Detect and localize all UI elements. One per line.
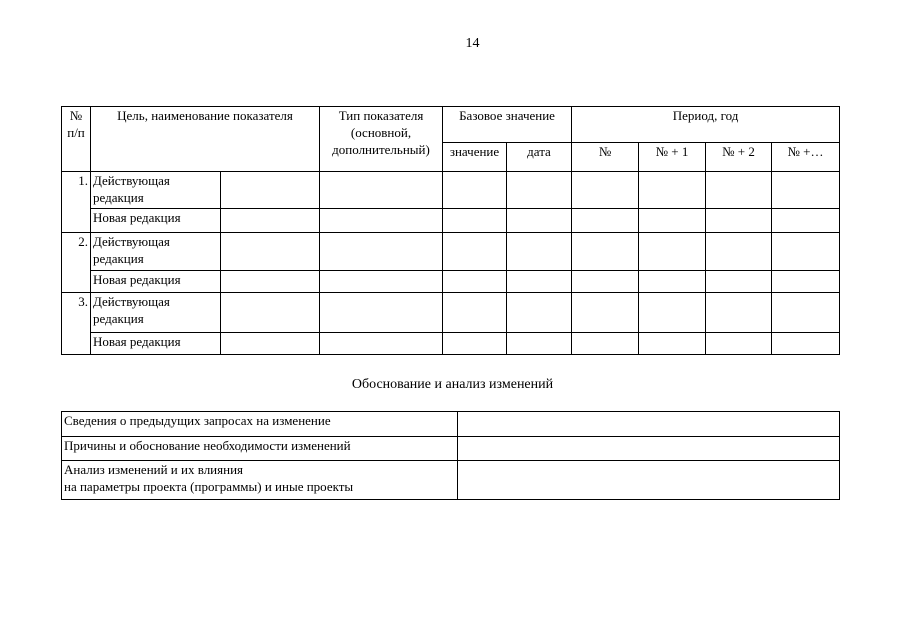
- row-number: 2.: [62, 233, 91, 293]
- header-year-nmore: № +…: [772, 143, 840, 171]
- cell-goal-name: [221, 270, 320, 292]
- cell-year-n2: [706, 293, 772, 332]
- cell-base-value: [443, 209, 507, 233]
- cell-year-n2: [706, 233, 772, 270]
- cell-year-nmore: [772, 171, 840, 208]
- cell-year-nmore: [772, 233, 840, 270]
- cell-year-nmore: [772, 293, 840, 332]
- table-row: [62, 209, 840, 233]
- cell-base-value: [443, 233, 507, 270]
- cell-year-nmore: [772, 209, 840, 233]
- table-row: [62, 461, 840, 500]
- cell-year-nmore: [772, 270, 840, 292]
- header-goal: Цель, наименование показателя: [91, 107, 320, 172]
- cell-base-value: [443, 270, 507, 292]
- analysis-value: [458, 412, 840, 437]
- current-version-label: Действующая редакция: [91, 293, 221, 332]
- cell-year-n2: [706, 209, 772, 233]
- cell-type: [320, 270, 443, 292]
- table-row: [62, 270, 840, 292]
- cell-type: [320, 332, 443, 354]
- cell-base-date: [507, 332, 572, 354]
- cell-year-n1: [639, 171, 706, 208]
- cell-type: [320, 209, 443, 233]
- cell-year-n: [572, 293, 639, 332]
- cell-year-n1: [639, 293, 706, 332]
- header-year-n2: № + 2: [706, 143, 772, 171]
- analysis-value: [458, 437, 840, 461]
- cell-type: [320, 171, 443, 208]
- header-base-value: значение: [443, 143, 507, 171]
- cell-year-nmore: [772, 332, 840, 354]
- analysis-label: [62, 461, 458, 500]
- cell-year-n1: [639, 209, 706, 233]
- cell-goal-name: [221, 332, 320, 354]
- cell-base-date: [507, 233, 572, 270]
- table-row: [62, 437, 840, 461]
- analysis-label: Сведения о предыдущих запросах на изменение: [62, 412, 458, 437]
- cell-year-n1: [639, 270, 706, 292]
- indicator-table: [61, 106, 840, 355]
- cell-goal-name: [221, 171, 320, 208]
- analysis-label: Причины и обоснование необходимости изменений: [62, 437, 458, 461]
- analysis-value: [458, 461, 840, 500]
- cell-base-date: [507, 171, 572, 208]
- row-number: 1.: [62, 171, 91, 233]
- cell-year-n2: [706, 332, 772, 354]
- header-year-n: №: [572, 143, 639, 171]
- cell-year-n1: [639, 233, 706, 270]
- cell-goal-name: [221, 233, 320, 270]
- new-version-label: Новая редакция: [91, 332, 221, 354]
- table-row: [62, 412, 840, 437]
- cell-base-date: [507, 209, 572, 233]
- cell-year-n2: [706, 270, 772, 292]
- header-period: Период, год: [572, 107, 840, 143]
- new-version-label: Новая редакция: [91, 270, 221, 292]
- cell-year-n2: [706, 171, 772, 208]
- cell-year-n: [572, 171, 639, 208]
- analysis-label-line: на параметры проекта (программы) и иные проекты: [64, 479, 354, 494]
- cell-year-n: [572, 233, 639, 270]
- new-version-label: Новая редакция: [91, 209, 221, 233]
- cell-year-n: [572, 332, 639, 354]
- cell-year-n: [572, 209, 639, 233]
- analysis-table: [61, 411, 840, 500]
- table-row: [62, 332, 840, 354]
- cell-goal-name: [221, 209, 320, 233]
- cell-base-date: [507, 270, 572, 292]
- cell-year-n1: [639, 332, 706, 354]
- header-year-n1: № + 1: [639, 143, 706, 171]
- header-base: Базовое значение: [443, 107, 572, 143]
- page-number: 14: [465, 36, 480, 51]
- header-base-date: дата: [507, 143, 572, 171]
- cell-base-value: [443, 293, 507, 332]
- table-row: [62, 171, 840, 208]
- section-title: Обоснование и анализ изменений: [351, 377, 554, 392]
- header-type: Тип показателя (основной, дополнительный): [320, 107, 443, 172]
- table-row: [62, 293, 840, 332]
- cell-base-value: [443, 171, 507, 208]
- cell-type: [320, 293, 443, 332]
- table-row: [62, 233, 840, 270]
- row-number: 3.: [62, 293, 91, 355]
- cell-base-date: [507, 293, 572, 332]
- analysis-label-line: Анализ изменений и их влияния: [64, 462, 244, 477]
- cell-goal-name: [221, 293, 320, 332]
- header-num: № п/п: [62, 107, 91, 172]
- cell-year-n: [572, 270, 639, 292]
- current-version-label: Действующая редакция: [91, 233, 221, 270]
- cell-base-value: [443, 332, 507, 354]
- current-version-label: Действующая редакция: [91, 171, 221, 208]
- cell-type: [320, 233, 443, 270]
